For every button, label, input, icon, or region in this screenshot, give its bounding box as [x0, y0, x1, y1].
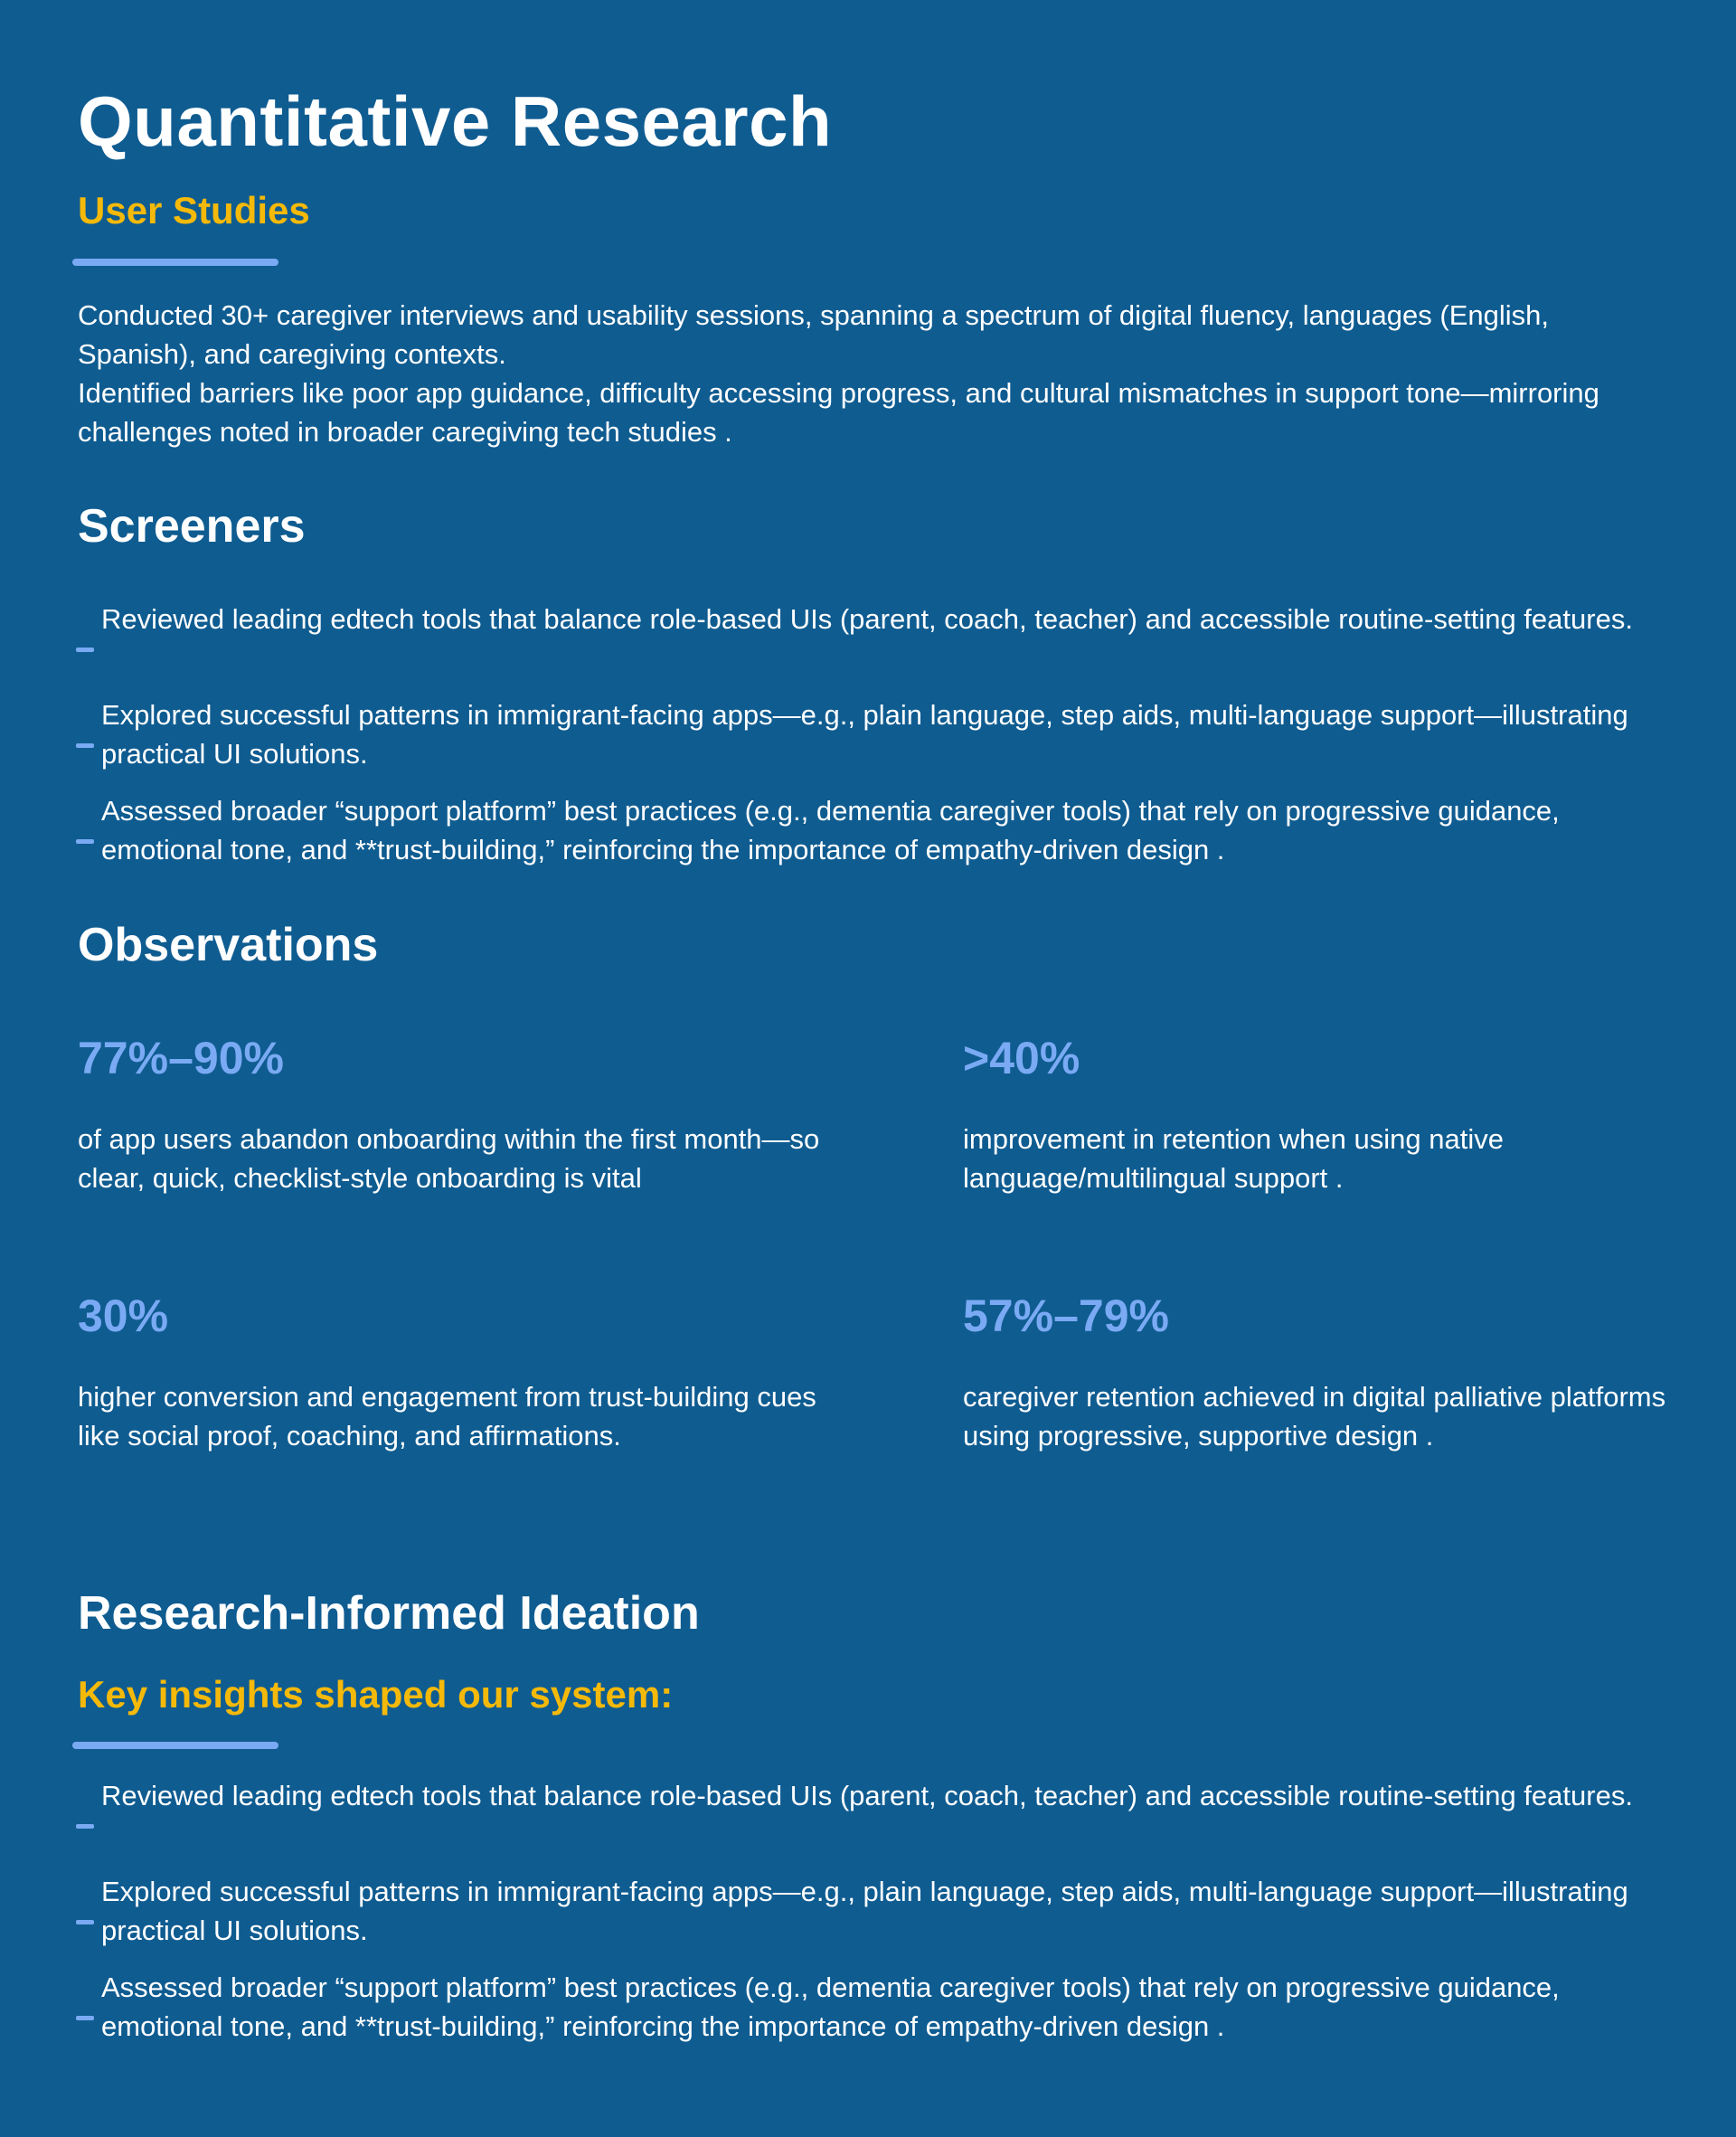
user-studies-heading: User Studies — [78, 189, 310, 232]
insight-item-text: Assessed broader “support platform” best practices (e.g., dementia caregiver tools) that rely on progressive guidance, emotional tone, and **trust-building,” reinforcing the importance of empathy-driven design . — [101, 1972, 1560, 2042]
stat-value: 57%–79% — [963, 1291, 1169, 1341]
page-title: Quantitative Research — [78, 81, 833, 161]
screener-item — [78, 600, 1669, 638]
stat-description: caregiver retention achieved in digital palliative platforms using progressive, supportive design . — [963, 1381, 1666, 1451]
insight-item-text: Explored successful patterns in immigrant-facing apps—e.g., plain language, step aids, multi-language support—illustrating practical UI solutions. — [101, 1876, 1628, 1946]
user-studies-paragraph: Identified barriers like poor app guidance, difficulty accessing progress, and cultural mismatches in support tone—mirroring challenges noted in broader caregiving tech studies . — [78, 377, 1599, 448]
stat-value: 77%–90% — [78, 1033, 284, 1083]
screener-item — [78, 695, 1669, 773]
observations-heading: Observations — [78, 919, 379, 971]
dash-bullet-icon — [76, 743, 94, 748]
stat-card — [963, 1030, 1731, 1197]
stat-description: improvement in retention when using native language/multilingual support . — [963, 1123, 1504, 1194]
screener-item — [78, 791, 1669, 869]
screeners-heading: Screeners — [78, 500, 306, 553]
dash-bullet-icon — [76, 2016, 94, 2020]
dash-bullet-icon — [76, 1920, 94, 1924]
stat-description: higher conversion and engagement from trust-building cues like social proof, coaching, and affirmations. — [78, 1381, 816, 1451]
user-studies-underline — [72, 259, 278, 266]
stat-card — [78, 1030, 846, 1197]
ideation-underline — [72, 1742, 278, 1749]
dash-bullet-icon — [76, 1824, 94, 1829]
screener-item-text: Explored successful patterns in immigrant-facing apps—e.g., plain language, step aids, multi-language support—illustrating practical UI solutions. — [101, 699, 1628, 770]
insight-item — [78, 1872, 1669, 1950]
stat-card — [78, 1288, 846, 1455]
ideation-subheading: Key insights shaped our system: — [78, 1673, 674, 1716]
insight-item-text: Reviewed leading edtech tools that balance role-based UIs (parent, coach, teacher) and accessible routine-setting features. — [101, 1780, 1633, 1811]
dash-bullet-icon — [76, 648, 94, 652]
insight-item — [78, 1776, 1669, 1815]
stat-value: >40% — [963, 1033, 1080, 1083]
stat-description: of app users abandon onboarding within the first month—so clear, quick, checklist-style onboarding is vital — [78, 1123, 820, 1194]
stat-card — [963, 1288, 1731, 1455]
screener-item-text: Assessed broader “support platform” best practices (e.g., dementia caregiver tools) that rely on progressive guidance, emotional tone, and **trust-building,” reinforcing the importance of empathy-driven design . — [101, 795, 1560, 865]
user-studies-paragraph: Conducted 30+ caregiver interviews and usability sessions, spanning a spectrum of digital fluency, languages (English, Spanish), and caregiving contexts. — [78, 299, 1549, 370]
stat-value: 30% — [78, 1291, 169, 1341]
ideation-heading: Research-Informed Ideation — [78, 1587, 700, 1640]
screener-item-text: Reviewed leading edtech tools that balance role-based UIs (parent, coach, teacher) and accessible routine-setting features. — [101, 603, 1633, 635]
insight-item — [78, 1968, 1669, 2046]
dash-bullet-icon — [76, 839, 94, 844]
